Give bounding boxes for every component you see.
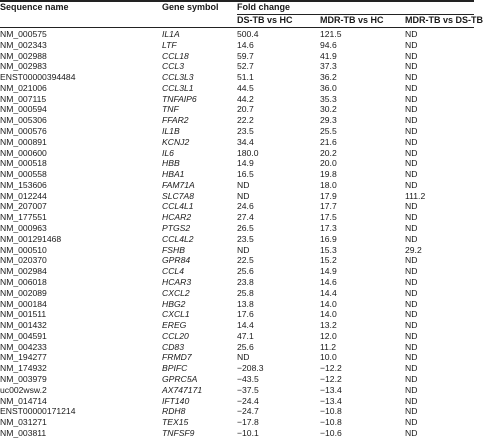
sequence-name-cell: NM_000594 [0,104,47,115]
ds-tb-vs-hc-cell: ND [237,190,250,201]
table-row [0,40,474,51]
table-row [0,158,474,169]
ds-tb-vs-hc-cell: 16.5 [237,169,254,180]
mdr-tb-vs-ds-tb-cell: 111.2 [405,190,426,201]
sequence-name-cell: ENST00000394484 [0,72,76,83]
mdr-tb-vs-ds-tb-cell: ND [405,29,418,39]
mdr-tb-vs-ds-tb-cell: ND [405,287,418,298]
mdr-tb-vs-ds-tb-cell: ND [405,417,418,428]
mdr-tb-vs-ds-tb-cell: ND [405,298,418,309]
sequence-name-cell: NM_000576 [0,126,47,137]
ds-tb-vs-hc-cell: ND [237,352,250,363]
mdr-tb-vs-ds-tb-cell: ND [405,39,418,50]
mdr-tb-vs-ds-tb-cell: ND [405,61,418,72]
sequence-name-cell: NM_001291468 [0,233,62,244]
mdr-tb-vs-ds-tb-cell: ND [405,352,418,363]
mdr-tb-vs-hc-cell: 17.3 [320,223,337,234]
mdr-tb-vs-hc-cell: −13.4 [320,395,342,406]
table-row [0,374,474,385]
ds-tb-vs-hc-cell: −208.3 [237,363,264,374]
mdr-tb-vs-ds-tb-cell: ND [405,406,418,417]
header-mdr-tb-vs-hc: MDR-TB vs HC [320,15,384,25]
ds-tb-vs-hc-cell: ND [237,244,250,255]
ds-tb-vs-hc-cell: −37.5 [237,384,259,395]
mdr-tb-vs-hc-cell: 17.9 [320,190,337,201]
sequence-name-cell: NM_000891 [0,136,47,147]
mdr-tb-vs-ds-tb-cell: ND [405,179,418,190]
mdr-tb-vs-hc-cell: 10.0 [320,352,337,363]
header-ds-tb-vs-hc: DS-TB vs HC [237,15,293,25]
gene-symbol-cell: CXCL1 [162,309,190,320]
ds-tb-vs-hc-cell: 34.4 [237,136,254,147]
ds-tb-vs-hc-cell: 17.6 [237,309,254,320]
gene-symbol-cell: GPR84 [162,255,191,266]
ds-tb-vs-hc-cell: 13.8 [237,298,254,309]
mdr-tb-vs-hc-cell: 14.0 [320,298,337,309]
sequence-name-cell: NM_000963 [0,223,47,234]
mdr-tb-vs-hc-cell: −10.8 [320,417,342,428]
gene-symbol-cell: GPRC5A [162,373,198,384]
table-row [0,266,474,277]
sequence-name-cell: NM_012244 [0,190,47,201]
mdr-tb-vs-hc-cell: −12.2 [320,363,342,374]
ds-tb-vs-hc-cell: 500.4 [237,29,259,39]
gene-symbol-cell: CCL3 [162,61,184,72]
mdr-tb-vs-ds-tb-cell: ND [405,233,418,244]
gene-symbol-cell: IL6 [162,147,174,158]
table-row [0,223,474,234]
mdr-tb-vs-ds-tb-cell: ND [405,427,418,438]
table-row [0,428,474,439]
table-row [0,51,474,62]
ds-tb-vs-hc-cell: 23.5 [237,126,254,137]
ds-tb-vs-hc-cell: −10.1 [237,427,259,438]
ds-tb-vs-hc-cell: 59.7 [237,50,254,61]
mdr-tb-vs-hc-cell: 17.5 [320,212,337,223]
ds-tb-vs-hc-cell: 25.6 [237,341,254,352]
ds-tb-vs-hc-cell: 24.6 [237,201,254,212]
ds-tb-vs-hc-cell: 22.5 [237,255,254,266]
table-row [0,288,474,299]
sequence-name-cell: NM_014714 [0,395,47,406]
sequence-name-cell: NM_000518 [0,158,47,169]
gene-symbol-cell: FSHB [162,244,185,255]
mdr-tb-vs-hc-cell: 20.2 [320,147,337,158]
sequence-name-cell: NM_002343 [0,39,47,50]
mdr-tb-vs-hc-cell: 14.9 [320,266,337,277]
table-row [0,191,474,202]
gene-symbol-cell: HBA1 [162,169,185,180]
mdr-tb-vs-hc-cell: 36.0 [320,82,337,93]
mdr-tb-vs-hc-cell: 15.2 [320,255,337,266]
ds-tb-vs-hc-cell: 14.4 [237,320,254,331]
ds-tb-vs-hc-cell: 44.2 [237,93,254,104]
mdr-tb-vs-ds-tb-cell: ND [405,126,418,137]
table-row [0,352,474,363]
sequence-name-cell: NM_194277 [0,352,47,363]
sequence-name-cell: NM_006018 [0,276,47,287]
gene-symbol-cell: LTF [162,39,177,50]
table-row [0,83,474,94]
mdr-tb-vs-hc-cell: 35.3 [320,93,337,104]
table-row [0,363,474,374]
mdr-tb-vs-hc-cell: 20.0 [320,158,337,169]
table-row [0,169,474,180]
sequence-name-cell: NM_002089 [0,287,47,298]
mdr-tb-vs-hc-cell: 94.6 [320,39,337,50]
sequence-name-cell: NM_002988 [0,50,47,61]
sequence-name-cell: NM_007115 [0,93,47,104]
gene-symbol-cell: HCAR3 [162,276,192,287]
mdr-tb-vs-hc-cell: −10.8 [320,406,342,417]
sequence-name-cell: NM_003811 [0,427,47,438]
table-row [0,406,474,417]
ds-tb-vs-hc-cell: ND [237,179,250,190]
mdr-tb-vs-ds-tb-cell: ND [405,395,418,406]
sequence-name-cell: ENST00000171214 [0,406,76,417]
gene-symbol-cell: CCL3L1 [162,82,194,93]
gene-symbol-cell: HCAR2 [162,212,192,223]
gene-symbol-cell: PTGS2 [162,223,191,234]
table-row [0,417,474,428]
table-row [0,396,474,407]
table-row [0,234,474,245]
sequence-name-cell: NM_020370 [0,255,47,266]
mdr-tb-vs-ds-tb-cell: ND [405,201,418,212]
mdr-tb-vs-hc-cell: 17.7 [320,201,337,212]
table-row [0,320,474,331]
header-sequence-name: Sequence name [0,2,69,12]
gene-symbol-cell: KCNJ2 [162,136,190,147]
header-mdr-tb-vs-ds-tb: MDR-TB vs DS-TB [405,15,483,25]
table-row [0,255,474,266]
header-fold-change: Fold change [237,2,291,12]
sequence-name-cell: NM_004233 [0,341,47,352]
gene-symbol-cell: BPIFC [162,363,188,374]
mdr-tb-vs-ds-tb-cell: ND [405,255,418,266]
sequence-name-cell: NM_002983 [0,61,47,72]
mdr-tb-vs-hc-cell: −10.6 [320,427,342,438]
sequence-name-cell: NM_001511 [0,309,47,320]
mdr-tb-vs-hc-cell: 30.2 [320,104,337,115]
mdr-tb-vs-hc-cell: 121.5 [320,29,342,39]
gene-symbol-cell: FFAR2 [162,115,189,126]
table-row [0,342,474,353]
ds-tb-vs-hc-cell: 44.5 [237,82,254,93]
mdr-tb-vs-ds-tb-cell: ND [405,223,418,234]
gene-symbol-cell: HBB [162,158,180,169]
sequence-name-cell: NM_000510 [0,244,47,255]
gene-symbol-cell: IL1B [162,126,180,137]
mdr-tb-vs-ds-tb-cell: 29.2 [405,244,422,255]
ds-tb-vs-hc-cell: 14.9 [237,158,254,169]
gene-symbol-cell: FAM71A [162,179,195,190]
ds-tb-vs-hc-cell: 27.4 [237,212,254,223]
ds-tb-vs-hc-cell: 51.1 [237,72,254,83]
mdr-tb-vs-hc-cell: 21.6 [320,136,337,147]
ds-tb-vs-hc-cell: 22.2 [237,115,254,126]
table-row [0,309,474,320]
mdr-tb-vs-hc-cell: 14.4 [320,287,337,298]
mdr-tb-vs-ds-tb-cell: ND [405,309,418,320]
gene-symbol-cell: HBG2 [162,298,186,309]
ds-tb-vs-hc-cell: 25.8 [237,287,254,298]
mdr-tb-vs-hc-cell: −12.2 [320,373,342,384]
mdr-tb-vs-ds-tb-cell: ND [405,50,418,61]
gene-symbol-cell: TEX15 [162,417,189,428]
gene-symbol-cell: CCL4 [162,266,184,277]
gene-symbol-cell: AX747171 [162,384,203,395]
ds-tb-vs-hc-cell: −17.8 [237,417,259,428]
ds-tb-vs-hc-cell: −24.7 [237,406,259,417]
mdr-tb-vs-ds-tb-cell: ND [405,212,418,223]
ds-tb-vs-hc-cell: 52.7 [237,61,254,72]
gene-symbol-cell: CCL4L1 [162,201,194,212]
mdr-tb-vs-hc-cell: 14.6 [320,276,337,287]
sequence-name-cell: NM_000184 [0,298,47,309]
mdr-tb-vs-ds-tb-cell: ND [405,373,418,384]
mdr-tb-vs-ds-tb-cell: ND [405,147,418,158]
ds-tb-vs-hc-cell: −24.4 [237,395,259,406]
ds-tb-vs-hc-cell: 26.5 [237,223,254,234]
sequence-name-cell: NM_005306 [0,115,47,126]
sequence-name-cell: NM_207007 [0,201,47,212]
mdr-tb-vs-ds-tb-cell: ND [405,320,418,331]
mdr-tb-vs-ds-tb-cell: ND [405,72,418,83]
mdr-tb-vs-hc-cell: −13.4 [320,384,342,395]
gene-symbol-cell: EREG [162,320,187,331]
mdr-tb-vs-ds-tb-cell: ND [405,82,418,93]
gene-symbol-cell: TNFSF9 [162,427,195,438]
gene-symbol-cell: CCL20 [162,330,189,341]
mdr-tb-vs-ds-tb-cell: ND [405,115,418,126]
sequence-name-cell: NM_174932 [0,363,47,374]
sequence-name-cell: NM_021006 [0,82,47,93]
table-row [0,245,474,256]
mdr-tb-vs-hc-cell: 11.2 [320,341,337,352]
sequence-name-cell: NM_004591 [0,330,47,341]
table-row [0,61,474,72]
ds-tb-vs-hc-cell: −43.5 [237,373,259,384]
gene-symbol-cell: CCL4L2 [162,233,194,244]
mdr-tb-vs-hc-cell: 19.8 [320,169,337,180]
gene-symbol-cell: IL1A [162,29,180,39]
header-gene-symbol: Gene symbol [162,2,219,12]
table-row [0,180,474,191]
mdr-tb-vs-ds-tb-cell: ND [405,266,418,277]
sequence-name-cell: NM_000575 [0,29,47,39]
mdr-tb-vs-ds-tb-cell: ND [405,276,418,287]
mdr-tb-vs-ds-tb-cell: ND [405,330,418,341]
gene-symbol-cell: CXCL2 [162,287,190,298]
table-row [0,212,474,223]
mdr-tb-vs-hc-cell: 13.2 [320,320,337,331]
sequence-name-cell: NM_031271 [0,417,47,428]
mdr-tb-vs-hc-cell: 29.3 [320,115,337,126]
mdr-tb-vs-hc-cell: 37.3 [320,61,337,72]
sequence-name-cell: uc002wsw.2 [0,384,47,395]
sequence-name-cell: NM_001432 [0,320,47,331]
table-row [0,115,474,126]
sequence-name-cell: NM_177551 [0,212,47,223]
table-row [0,94,474,105]
gene-symbol-cell: TNF [162,104,179,115]
gene-symbol-cell: CCL18 [162,50,189,61]
gene-symbol-cell: CCL3L3 [162,72,194,83]
sequence-name-cell: NM_153606 [0,179,47,190]
sequence-name-cell: NM_002984 [0,266,47,277]
mdr-tb-vs-hc-cell: 16.9 [320,233,337,244]
ds-tb-vs-hc-cell: 23.5 [237,233,254,244]
ds-tb-vs-hc-cell: 14.6 [237,39,254,50]
mdr-tb-vs-ds-tb-cell: ND [405,363,418,374]
table-row [0,331,474,342]
table-row [0,137,474,148]
mdr-tb-vs-hc-cell: 15.3 [320,244,337,255]
table-row [0,148,474,159]
mdr-tb-vs-ds-tb-cell: ND [405,158,418,169]
mdr-tb-vs-ds-tb-cell: ND [405,169,418,180]
table-row [0,104,474,115]
ds-tb-vs-hc-cell: 25.6 [237,266,254,277]
gene-symbol-cell: CD83 [162,341,184,352]
mdr-tb-vs-ds-tb-cell: ND [405,93,418,104]
mdr-tb-vs-hc-cell: 25.5 [320,126,337,137]
header-rule [0,27,474,28]
mdr-tb-vs-hc-cell: 14.0 [320,309,337,320]
gene-symbol-cell: SLC7A8 [162,190,195,201]
gene-symbol-cell: IFT140 [162,395,190,406]
mdr-tb-vs-hc-cell: 41.9 [320,50,337,61]
table-row [0,201,474,212]
sequence-name-cell: NM_000558 [0,169,47,180]
ds-tb-vs-hc-cell: 180.0 [237,147,259,158]
ds-tb-vs-hc-cell: 23.8 [237,276,254,287]
table-row [0,72,474,83]
sequence-name-cell: NM_000600 [0,147,47,158]
mdr-tb-vs-ds-tb-cell: ND [405,136,418,147]
gene-symbol-cell: RDH8 [162,406,186,417]
mdr-tb-vs-ds-tb-cell: ND [405,341,418,352]
table-row [0,299,474,310]
gene-symbol-cell: FRMD7 [162,352,192,363]
mdr-tb-vs-ds-tb-cell: ND [405,104,418,115]
mdr-tb-vs-hc-cell: 12.0 [320,330,337,341]
table-row [0,126,474,137]
table-row [0,277,474,288]
mdr-tb-vs-hc-cell: 36.2 [320,72,337,83]
mdr-tb-vs-hc-cell: 18.0 [320,179,337,190]
ds-tb-vs-hc-cell: 47.1 [237,330,254,341]
table-row [0,29,474,40]
gene-symbol-cell: TNFAIP6 [162,93,197,104]
ds-tb-vs-hc-cell: 20.7 [237,104,254,115]
table-row [0,385,474,396]
mdr-tb-vs-ds-tb-cell: ND [405,384,418,395]
sequence-name-cell: NM_003979 [0,373,47,384]
